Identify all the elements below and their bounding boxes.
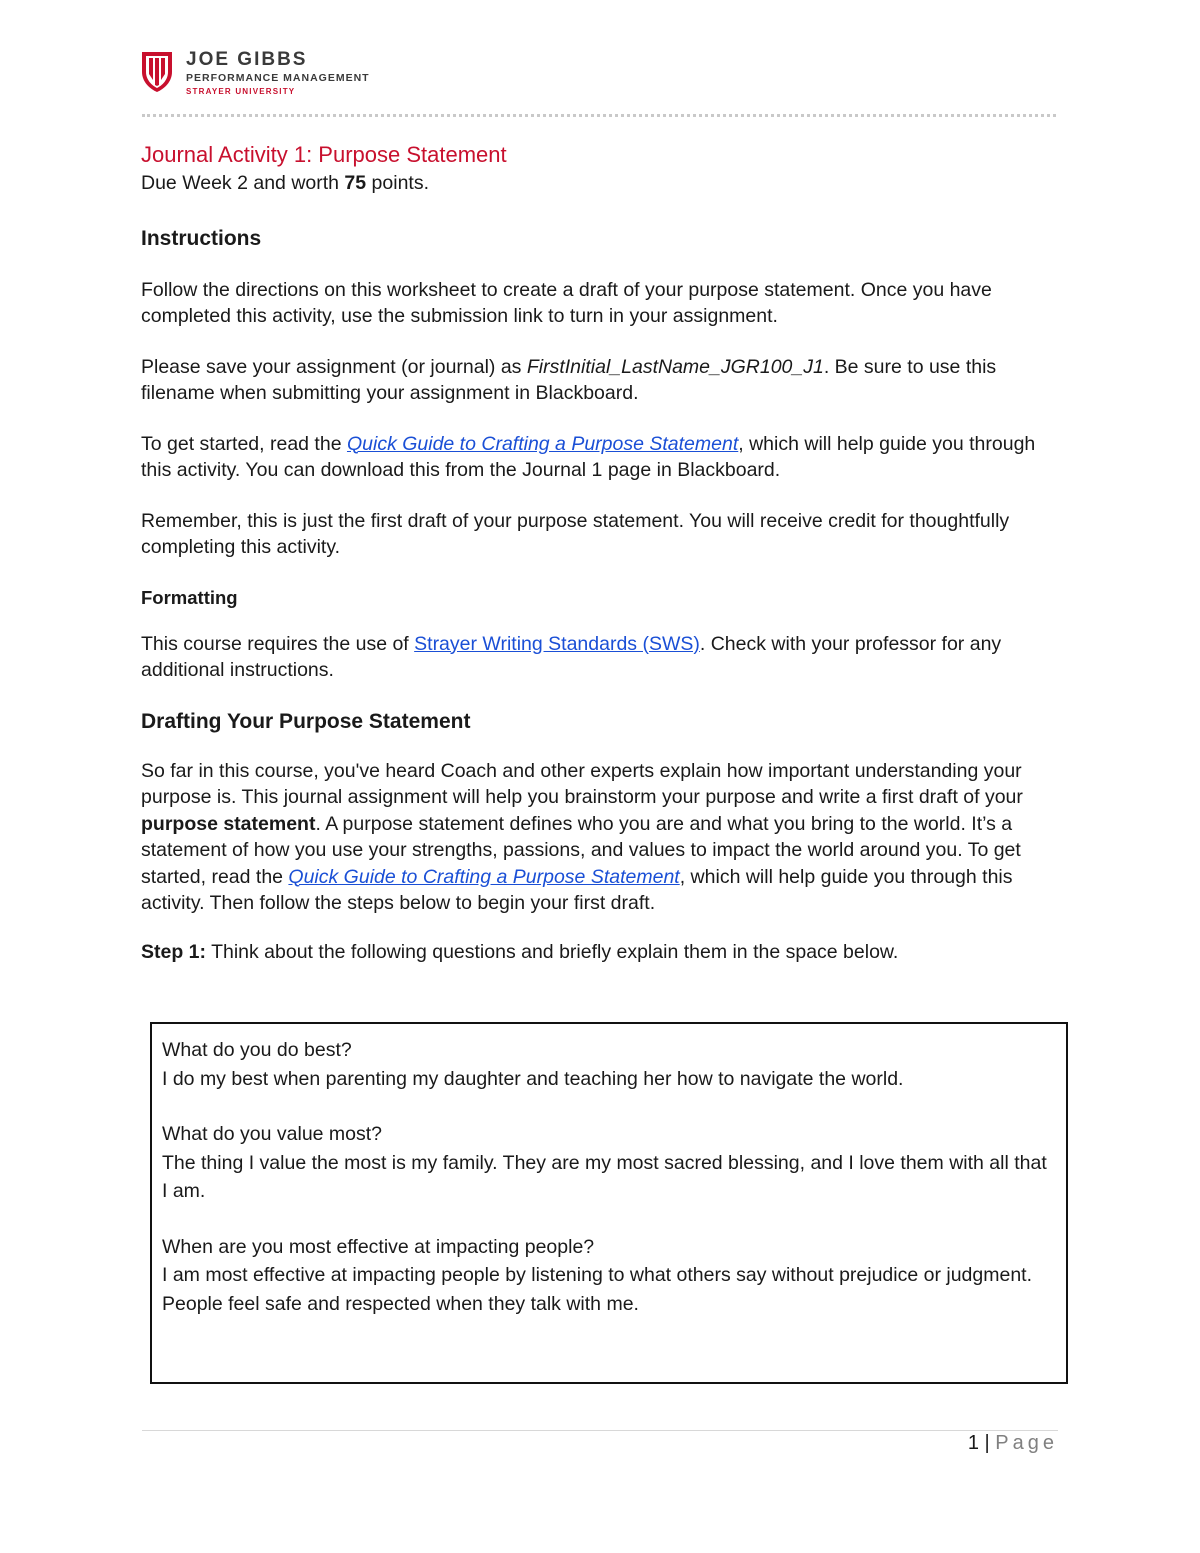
instructions-paragraph-2: [141, 354, 1061, 407]
due-points: 75: [344, 172, 367, 194]
shield-logo-icon: [140, 50, 174, 94]
instructions-paragraph-3: [141, 431, 1061, 484]
sws-link[interactable]: Strayer Writing Standards (SWS): [414, 632, 700, 655]
logo-university: STRAYER UNIVERSITY: [186, 86, 296, 96]
instructions-paragraph-4: Remember, this is just the first draft of your purpose statement. You will receive credit for thoughtfully completing this activity.: [141, 509, 1010, 558]
question-1: What do you do best?: [162, 1039, 352, 1061]
step-1-instruction: [141, 939, 1061, 966]
question-3: When are you most effective at impacting people?: [162, 1235, 595, 1258]
instr-p3-post: , which will help guide you through this activity. You can download this from the Journal 1 page in Blackboard.: [141, 432, 1036, 481]
document-body: [141, 140, 1061, 965]
due-suffix: points.: [366, 172, 429, 194]
joe-gibbs-logo: [140, 50, 370, 96]
due-prefix: Due Week 2 and worth: [141, 172, 345, 194]
fmt-pre: This course requires the use of: [141, 632, 415, 655]
fmt-post: . Check with your professor for any additional instructions.: [141, 632, 1002, 681]
drafting-heading: Drafting Your Purpose Statement: [141, 709, 471, 733]
header-divider: [142, 114, 1056, 117]
question-2: What do you value most?: [162, 1123, 383, 1145]
page-label: Page: [995, 1432, 1058, 1454]
instr-p2-post: . Be sure to use this filename when submitting your assignment in Blackboard.: [141, 355, 997, 404]
step-1-answer-box[interactable]: [150, 1022, 1068, 1384]
step-1-text: Think about the following questions and briefly explain them in the space below.: [206, 940, 899, 963]
draft-text-b: . A purpose statement defines who you are and what you bring to the world. It’s a statement of how you use your strengths, passions, and values to impact the world around you. To get started, read the: [141, 812, 1021, 888]
formatting-paragraph: [141, 631, 1061, 684]
footer-divider: [142, 1430, 1058, 1431]
page-number: 1: [967, 1432, 979, 1454]
filename-format: FirstInitial_LastName_JGR100_J1: [526, 355, 824, 378]
instr-p2-pre: Please save your assignment (or journal) as: [141, 355, 527, 378]
document-title: Journal Activity 1: Purpose Statement: [141, 142, 507, 167]
answer-1: I do my best when parenting my daughter and teaching her how to navigate the world.: [162, 1067, 904, 1090]
footer-separator: |: [978, 1432, 996, 1454]
quick-guide-link-2[interactable]: Quick Guide to Crafting a Purpose Statement: [288, 865, 680, 888]
formatting-heading: Formatting: [141, 586, 238, 608]
instructions-paragraph-1: Follow the directions on this worksheet to create a draft of your purpose statement. Once you have completed this activity, use the submission link to turn in your assignment.: [141, 278, 992, 327]
answer-2: The thing I value the most is my family. They are my most sacred blessing, and I love them with all that I am.: [162, 1151, 1047, 1202]
drafting-paragraph: [141, 758, 1061, 917]
answer-3: I am most effective at impacting people by listening to what others say without prejudice or judgment. People feel safe and respected when they talk with me.: [162, 1264, 1033, 1315]
draft-text-c: , which will help guide you through this activity. Then follow the steps below to begin your first draft.: [141, 865, 1013, 914]
instructions-heading: Instructions: [141, 226, 262, 250]
logo-subtitle: PERFORMANCE MANAGEMENT: [186, 72, 370, 84]
draft-text-a: So far in this course, you've heard Coach and other experts explain how important understanding your purpose is. This journal assignment will help you brainstorm your purpose and write a first draft of your: [141, 759, 1023, 808]
due-line: [141, 170, 1061, 197]
quick-guide-link[interactable]: Quick Guide to Crafting a Purpose Statement: [346, 432, 739, 455]
page-footer: [968, 1432, 1058, 1455]
logo-title: JOE GIBBS: [186, 49, 308, 70]
purpose-statement-term: purpose statement: [141, 812, 316, 835]
step-1-label: Step 1:: [141, 940, 207, 963]
instr-p3-pre: To get started, read the: [141, 432, 347, 455]
